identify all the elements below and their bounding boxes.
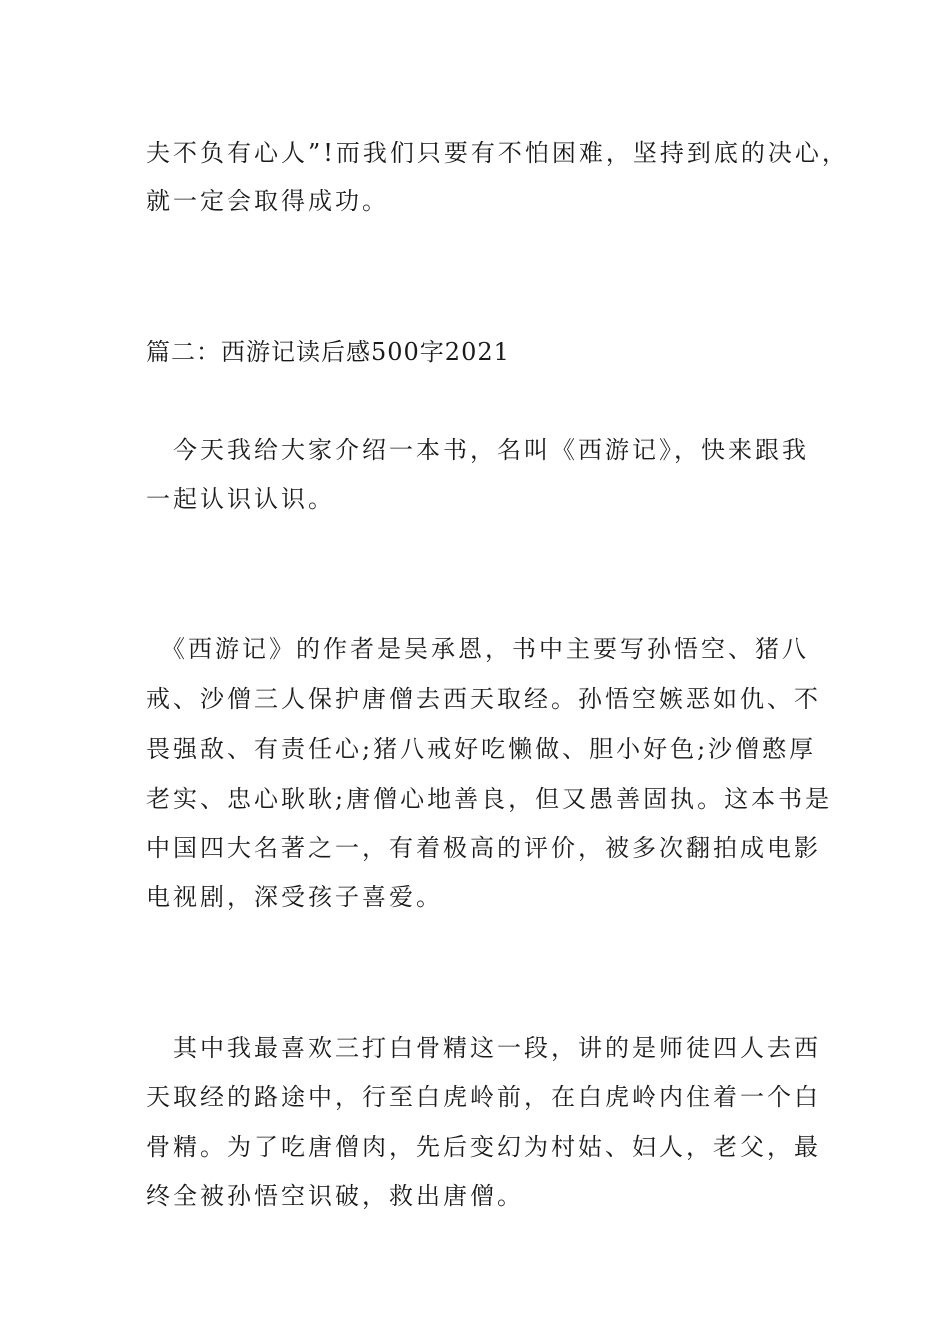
text-line: 老实、忠心耿耿;唐僧心地善良，但又愚善固执。这本书是 [146,785,833,813]
text-line: 终全被孙悟空识破，救出唐僧。 [146,1182,524,1210]
text-line: 天取经的路途中，行至白虎岭前，在白虎岭内住着一个白 [146,1083,821,1111]
text-line: 一起认识认识。 [146,485,335,513]
text-line: 《西游记》的作者是吴承恩，书中主要写孙悟空、猪八 [146,635,809,663]
text-line: 戒、沙僧三人保护唐僧去西天取经。孙悟空嫉恶如仇、不 [146,685,821,713]
text-line: 夫不负有心人”!而我们只要有不怕困难，坚持到底的决心， [146,139,849,167]
text-line: 畏强敌、有责任心;猪八戒好吃懒做、胆小好色;沙僧憨厚 [146,735,817,763]
text-line: 电视剧，深受孩子喜爱。 [146,883,443,911]
text-line: 中国四大名著之一，有着极高的评价，被多次翻拍成电影 [146,834,821,862]
section-heading: 篇二：西游记读后感500字2021 [146,338,510,366]
text-line: 骨精。为了吃唐僧肉，先后变幻为村姑、妇人，老父，最 [146,1133,821,1161]
text-line: 就一定会取得成功。 [146,187,389,215]
text-line: 其中我最喜欢三打白骨精这一段，讲的是师徒四人去西 [146,1034,821,1062]
text-line: 今天我给大家介绍一本书，名叫《西游记》，快来跟我 [146,436,809,464]
